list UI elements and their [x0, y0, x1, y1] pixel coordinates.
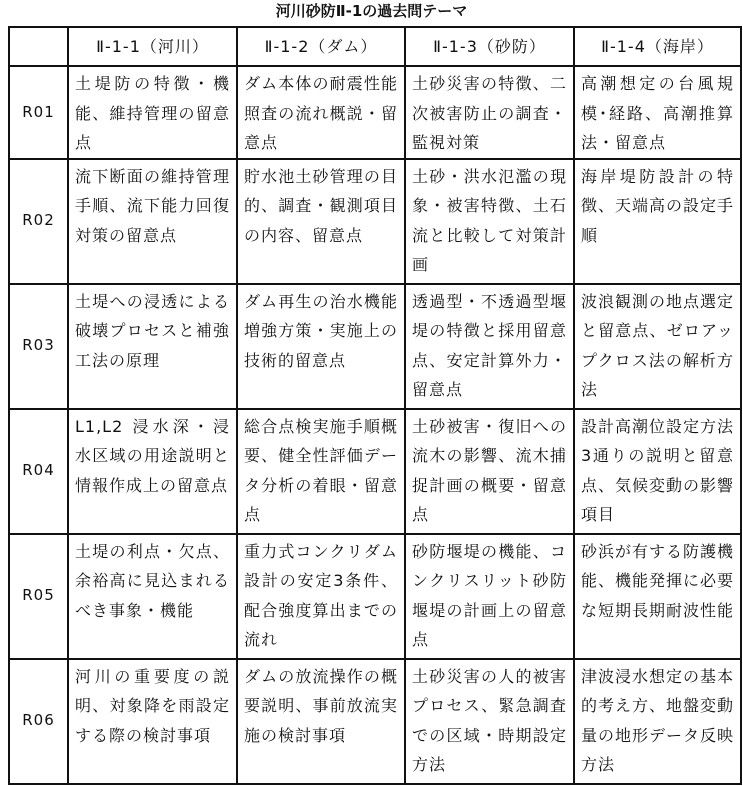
- table-cell: ダム本体の耐震性能照査の流れ概説・留意点: [237, 66, 405, 159]
- table-row: [9, 284, 741, 409]
- table-cell: 土堤の利点・欠点、余裕高に見込まれるべき事象・機能: [68, 534, 237, 659]
- table-cell: 土砂災害の特徴、二次被害防止の調査・監視対策: [405, 66, 574, 159]
- column-header-sabo: Ⅱ-1-3（砂防）: [405, 27, 574, 66]
- table-row: [9, 534, 741, 659]
- table-cell: 土砂被害・復旧への流木の影響、流木捕捉計画の概要・留意点: [405, 409, 574, 534]
- table-cell: 総合点検実施手順概要、健全性評価データ分析の着眼・留意点: [237, 409, 405, 534]
- table-cell: 貯水池土砂管理の目的、調査・観測項目の内容、留意点: [237, 159, 405, 284]
- column-header-empty: [9, 27, 68, 66]
- table-cell: 重力式コンクリダム設計の安定3条件、配合強度算出までの流れ: [237, 534, 405, 659]
- table-cell: 海岸堤防設計の特徴、天端高の設定手順: [574, 159, 741, 284]
- table-cell: 河川の重要度の説明、対象降を雨設定する際の検討事項: [68, 659, 237, 784]
- past-exam-themes-table: [8, 26, 742, 785]
- table-cell: 透過型・不透過型堰堤の特徴と採用留意点、安定計算外力・留意点: [405, 284, 574, 409]
- table-cell: ダム再生の治水機能増強方策・実施上の技術的留意点: [237, 284, 405, 409]
- table-cell: 高潮想定の台風規模･経路、高潮推算法・留意点: [574, 66, 741, 159]
- table-row: [9, 659, 741, 784]
- column-header-dam: Ⅱ-1-2（ダム）: [237, 27, 405, 66]
- table-cell: 土堤への浸透による破壊プロセスと補強工法の原理: [68, 284, 237, 409]
- table-row: [9, 409, 741, 534]
- table-cell: 土砂災害の人的被害プロセス、緊急調査での区域・時期設定方法: [405, 659, 574, 784]
- table-row: [9, 159, 741, 284]
- row-year: R02: [9, 159, 68, 284]
- table-cell: 土砂・洪水氾濫の現象・被害特徴、土石流と比較して対策計画: [405, 159, 574, 284]
- row-year: R05: [9, 534, 68, 659]
- table-cell: 土堤防の特徴・機能、維持管理の留意点: [68, 66, 237, 159]
- row-year: R04: [9, 409, 68, 534]
- table-cell: 設計高潮位設定方法3通りの説明と留意点、気候変動の影響項目: [574, 409, 741, 534]
- table-cell: 津波浸水想定の基本的考え方、地盤変動量の地形データ反映方法: [574, 659, 741, 784]
- column-header-coast: Ⅱ-1-4（海岸）: [574, 27, 741, 66]
- row-year: R01: [9, 66, 68, 159]
- table-cell: 砂浜が有する防護機能、機能発揮に必要な短期長期耐波性能: [574, 534, 741, 659]
- row-year: R03: [9, 284, 68, 409]
- table-cell: 流下断面の維持管理手順、流下能力回復対策の留意点: [68, 159, 237, 284]
- header-row: [9, 27, 741, 66]
- table-cell: 砂防堰堤の機能、コンクリスリット砂防堰堤の計画上の留意点: [405, 534, 574, 659]
- page-title: 河川砂防Ⅱ-1の過去問テーマ: [275, 2, 468, 20]
- table-row: [9, 66, 741, 159]
- table-cell: 波浪観測の地点選定と留意点、ゼロアップクロス法の解析方法: [574, 284, 741, 409]
- table-cell: L1,L2 浸水深・浸水区域の用途説明と情報作成上の留意点: [68, 409, 237, 534]
- table-cell: ダムの放流操作の概要説明、事前放流実施の検討事項: [237, 659, 405, 784]
- column-header-river: Ⅱ-1-1（河川）: [68, 27, 237, 66]
- row-year: R06: [9, 659, 68, 784]
